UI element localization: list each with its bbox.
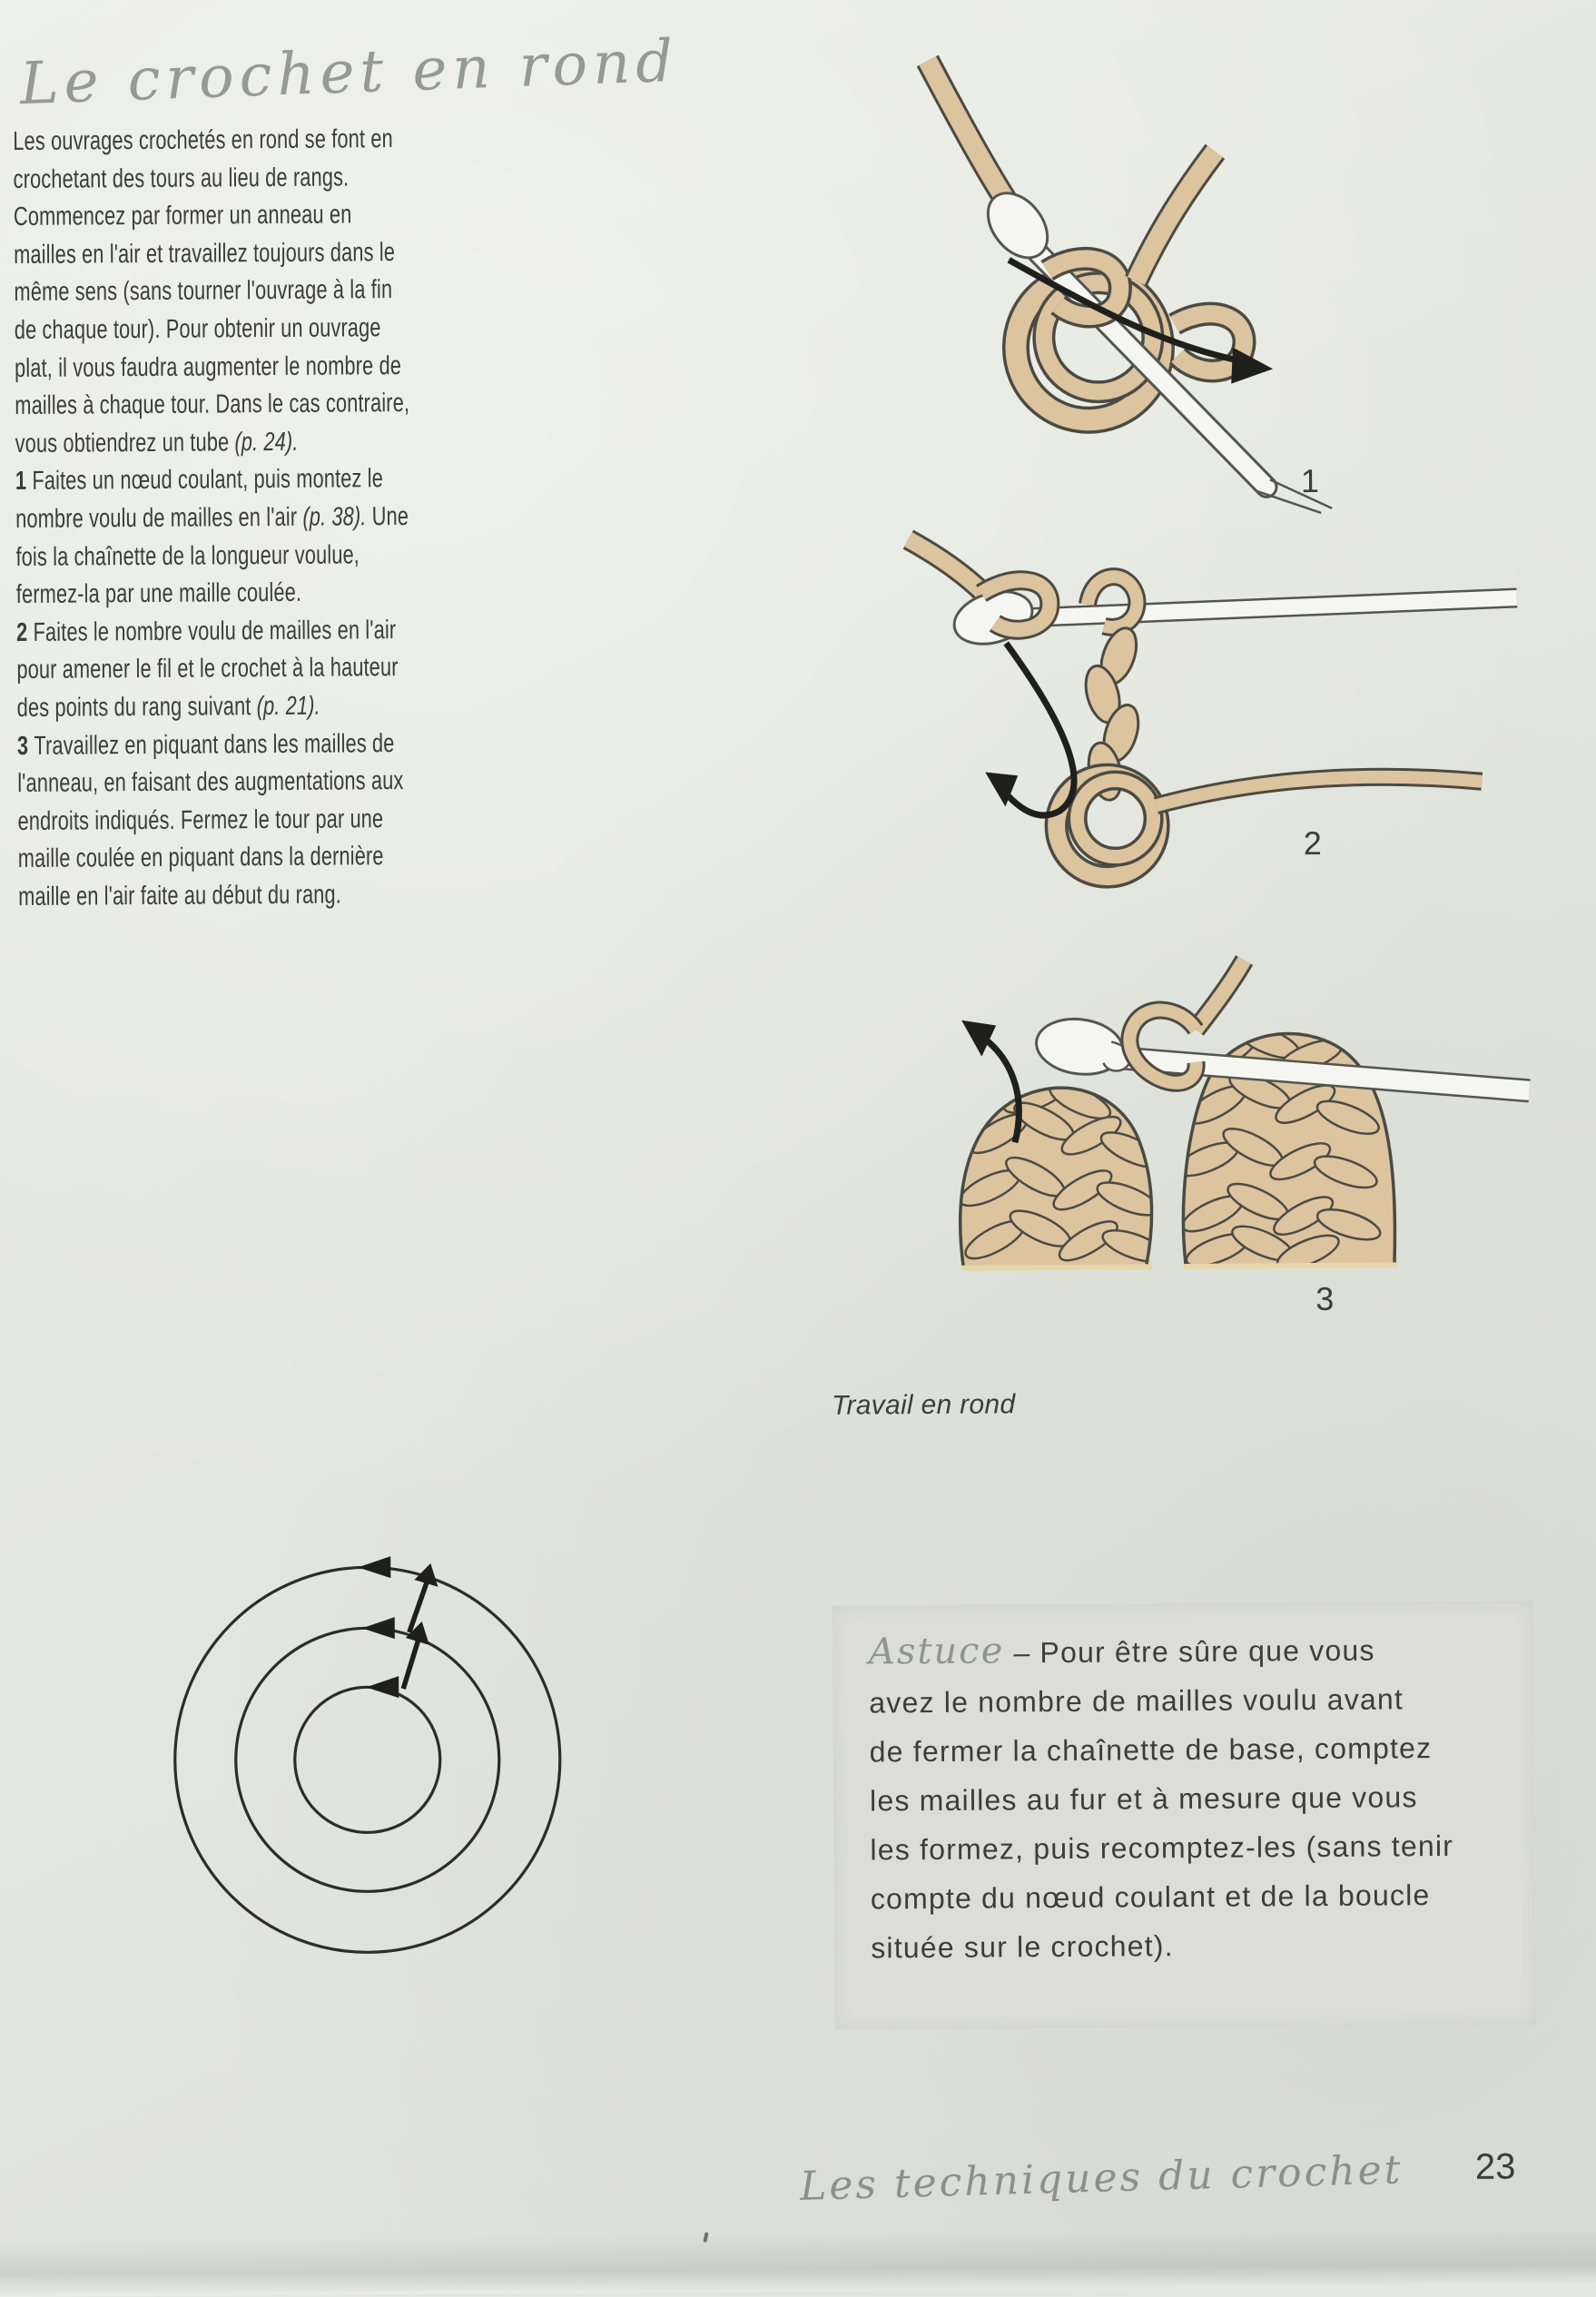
yarn-tail-right — [1156, 776, 1482, 805]
rounds-diagram — [89, 1540, 655, 2016]
page-edge-shadow — [0, 2228, 1596, 2297]
round-circles — [173, 1566, 561, 1954]
text-line: les formez, puis recomptez-les (sans tenir — [870, 1829, 1454, 1867]
text-line: mailles en l'air et travaillez toujours dans le — [14, 237, 396, 270]
text-line: Astuce – Pour être sûre que vous — [868, 1630, 1375, 1673]
text-line: les mailles au fur et à mesure que vous — [869, 1780, 1418, 1818]
text-line: mailles à chaque tour. Dans le cas contraire, — [15, 389, 410, 421]
body-text-column — [13, 120, 495, 916]
text-line: 2 Faites le nombre voulu de mailles en l'air — [15, 615, 397, 647]
text-line: crochetant des tours au lieu de rangs. — [13, 163, 350, 194]
tip-box — [832, 1601, 1536, 2029]
figure-2-illustration — [894, 503, 1532, 898]
text-line: fois la chaînette de la longueur voulue, — [15, 539, 360, 572]
text-line: endroits indiqués. Fermez le tour par une — [17, 803, 384, 836]
tip-text — [869, 1623, 1454, 1972]
text-line: pour amener le fil et le crochet à la hauteur — [16, 653, 399, 685]
yarn-strand-top — [1196, 961, 1246, 1030]
stitch-mound-left — [954, 1074, 1168, 1270]
text-line: maille en l'air faite au début du rang. — [18, 880, 342, 912]
yarn-tail-top-left — [928, 60, 1014, 213]
text-line: située sur le crochet). — [871, 1929, 1174, 1965]
text-line: Les ouvrages crochetés en rond se font en — [13, 124, 393, 157]
text-line: Commencez par former un anneau en — [13, 200, 352, 232]
round-transition-arrows — [402, 1563, 438, 1689]
text-line: compte du nœud coulant et de la boucle — [870, 1878, 1431, 1916]
yarn-loop-on-hook — [1129, 1010, 1197, 1083]
text-line: avez le nombre de mailles voulu avant — [869, 1682, 1404, 1720]
page-title: Le crochet en rond — [18, 27, 680, 119]
text-line: vous obtiendrez un tube (p. 24). — [15, 427, 299, 458]
text-line: l'anneau, en faisant des augmentations aux — [17, 766, 404, 799]
text-line: 3 Travaillez en piquant dans les mailles de — [16, 728, 395, 761]
text-line: de chaque tour). Pour obtenir un ouvrage — [14, 313, 381, 345]
page-number: 23 — [1474, 2146, 1516, 2187]
footer-section-title: Les techniques du crochet — [799, 2146, 1404, 2210]
figure-3-label: 3 — [1315, 1279, 1335, 1318]
text-line: 1 Faites un nœud coulant, puis montez le — [15, 464, 384, 497]
figure-caption: Travail en rond — [831, 1389, 1016, 1421]
text-line: maille coulée en piquant dans la dernière — [17, 842, 384, 874]
figure-3-illustration — [925, 952, 1545, 1356]
text-line: des points du rang suivant (p. 21). — [16, 691, 320, 723]
figure-1-illustration — [901, 40, 1522, 517]
figure-1-label: 1 — [1300, 461, 1320, 500]
figure-2-label: 2 — [1303, 823, 1322, 863]
text-line: de fermer la chaînette de base, comptez — [869, 1731, 1433, 1769]
text-line: nombre voulu de mailles en l'air (p. 38). Une — [15, 501, 409, 534]
yarn-tail-top-right — [1135, 152, 1216, 281]
text-line: plat, il vous faudra augmenter le nombre de — [14, 350, 402, 383]
text-line: même sens (sans tourner l'ouvrage à la fin — [14, 275, 393, 308]
text-line: fermez-la par une maille coulée. — [15, 577, 302, 610]
